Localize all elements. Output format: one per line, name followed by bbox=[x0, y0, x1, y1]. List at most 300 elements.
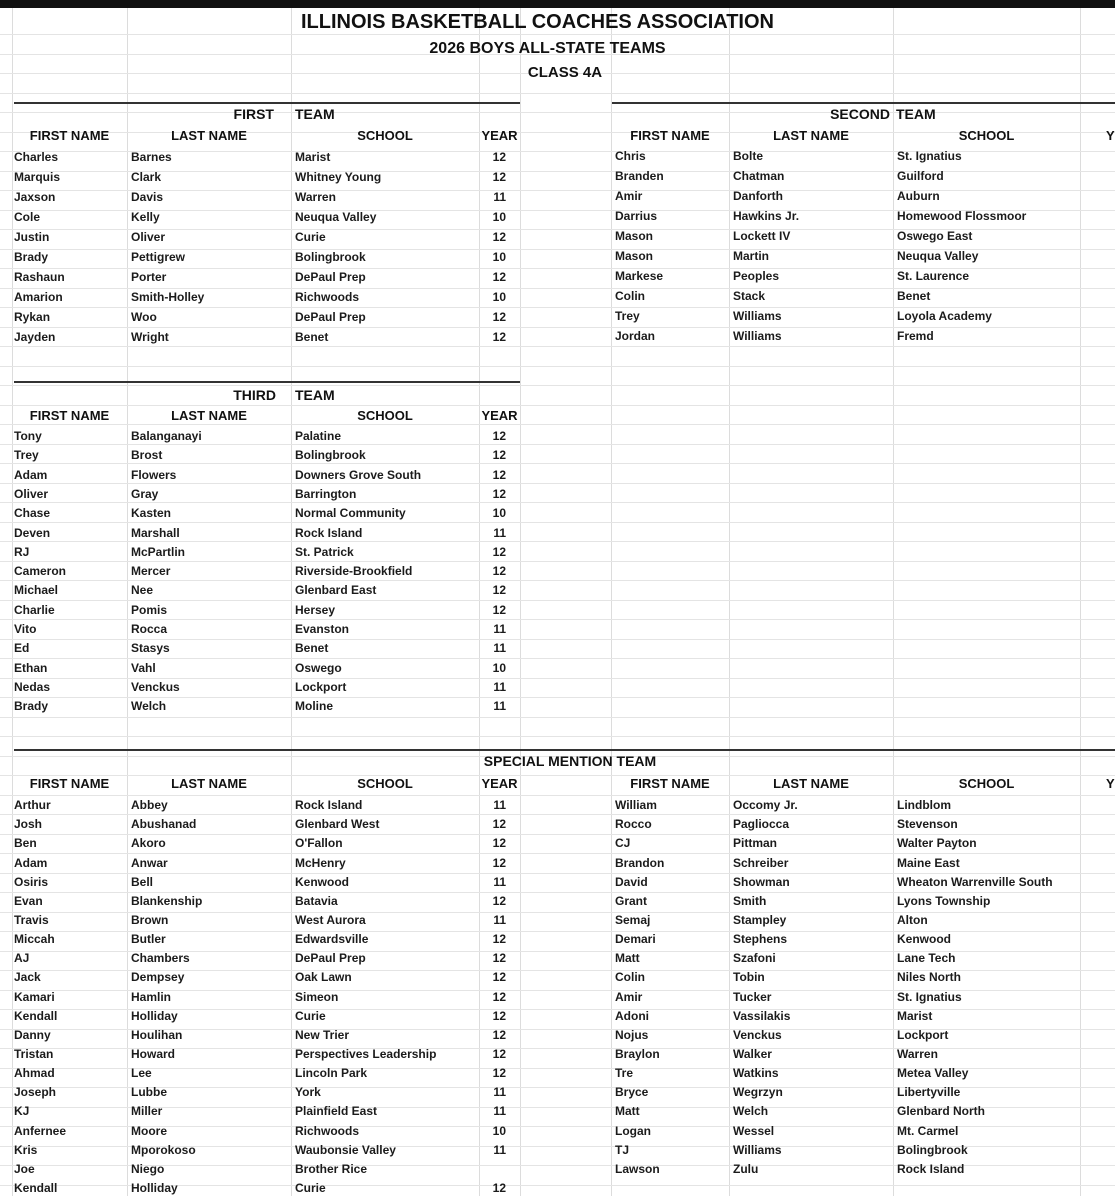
special-right-last-name: Wessel bbox=[733, 1123, 775, 1138]
special-right-school: Lane Tech bbox=[897, 951, 956, 966]
special-right-school: Lindblom bbox=[897, 798, 951, 812]
first-team-last-name: Barnes bbox=[131, 150, 172, 164]
second-team-header-school: SCHOOL bbox=[958, 128, 1015, 143]
special-left-school: Rock Island bbox=[295, 798, 363, 812]
first-team-school: Richwoods bbox=[295, 289, 360, 304]
third-team-school: Palatine bbox=[295, 429, 342, 443]
special-left-first-name: Anfernee bbox=[14, 1123, 67, 1138]
third-team-header-first: FIRST NAME bbox=[29, 408, 110, 423]
special-right-last-name: Showman bbox=[733, 874, 790, 889]
special-left-year: 12 bbox=[492, 893, 506, 908]
second-team-school: Benet bbox=[897, 288, 931, 303]
first-team-year: 12 bbox=[492, 169, 506, 184]
special-right-first-name: Nojus bbox=[615, 1027, 649, 1042]
section-rule bbox=[14, 749, 1115, 751]
second-team-last-name: Martin bbox=[733, 248, 769, 263]
special-left-year: 12 bbox=[492, 1008, 506, 1023]
special-left-last-name: Brown bbox=[131, 912, 169, 927]
first-team-school: Whitney Young bbox=[295, 169, 382, 184]
grid-row-line bbox=[0, 561, 1115, 562]
special-right-last-name: Zulu bbox=[733, 1161, 759, 1176]
first-team-first-name: Jaxson bbox=[14, 189, 56, 204]
third-team-last-name: Flowers bbox=[131, 467, 177, 482]
third-team-school: Riverside-Brookfield bbox=[295, 564, 413, 579]
special-left-year: 12 bbox=[492, 1047, 506, 1061]
special-right-first-name: TJ bbox=[615, 1142, 630, 1157]
third-team-year: 11 bbox=[493, 679, 506, 694]
special-right-first-name: Tre bbox=[615, 1066, 634, 1081]
third-team-school: Barrington bbox=[295, 486, 357, 501]
special-right-first-name: Logan bbox=[615, 1123, 651, 1138]
grid-row-line bbox=[0, 190, 1115, 191]
special-left-school: Curie bbox=[295, 1008, 326, 1023]
special-left-year: 11 bbox=[493, 874, 506, 889]
special-left-last-name: Abushanad bbox=[131, 817, 197, 832]
special-left-year: 11 bbox=[493, 798, 506, 812]
special-left-first-name: Travis bbox=[14, 912, 49, 927]
special-left-school: York bbox=[295, 1085, 321, 1100]
first-team-header-last: LAST NAME bbox=[171, 128, 247, 143]
first-team-school: Marist bbox=[295, 150, 331, 164]
special-left-year: 11 bbox=[493, 912, 506, 927]
first-team-first-name: Rashaun bbox=[14, 269, 65, 284]
special-right-last-name: Stephens bbox=[733, 932, 788, 946]
second-team-school: Oswego East bbox=[897, 228, 973, 243]
special-right-first-name: Amir bbox=[615, 989, 643, 1004]
special-right-last-name: Williams bbox=[733, 1142, 782, 1157]
grid-column-line bbox=[291, 8, 292, 1196]
third-team-last-name: Balanganayi bbox=[131, 429, 202, 443]
third-team-school: Normal Community bbox=[295, 506, 406, 521]
special-right-last-name: Welch bbox=[733, 1104, 769, 1119]
special-left-school: Lincoln Park bbox=[295, 1066, 368, 1081]
special-right-first-name: Adoni bbox=[615, 1008, 649, 1023]
third-team-first-name: Vito bbox=[14, 622, 37, 636]
second-team-header-year-partial: Y bbox=[1106, 128, 1115, 143]
third-team-last-name: Venckus bbox=[131, 679, 180, 694]
special-right-school: St. Ignatius bbox=[897, 989, 962, 1004]
special-left-school: Batavia bbox=[295, 893, 338, 908]
third-team-first-name: Nedas bbox=[14, 679, 51, 694]
second-team-school: St. Laurence bbox=[897, 268, 970, 283]
special-left-last-name: Anwar bbox=[131, 855, 168, 870]
special-right-last-name: Venckus bbox=[733, 1027, 782, 1042]
special-left-last-name: Howard bbox=[131, 1047, 176, 1061]
third-team-first-name: Tony bbox=[14, 429, 42, 443]
special-left-first-name: Josh bbox=[14, 817, 43, 832]
special-right-last-name: Tucker bbox=[733, 989, 772, 1004]
first-team-first-name: Cole bbox=[14, 209, 41, 224]
special-right-last-name: Schreiber bbox=[733, 855, 789, 870]
first-team-year: 10 bbox=[492, 209, 506, 224]
special-right-first-name: David bbox=[615, 874, 648, 889]
special-right-header-year-partial: Y bbox=[1106, 776, 1115, 791]
third-team-last-name: Pomis bbox=[131, 602, 168, 617]
third-team-last-name: Rocca bbox=[131, 622, 168, 636]
special-left-year: 11 bbox=[493, 1085, 506, 1100]
page-title: ILLINOIS BASKETBALL COACHES ASSOCIATION bbox=[301, 11, 774, 33]
special-left-first-name: Kendall bbox=[14, 1181, 58, 1195]
special-left-first-name: Adam bbox=[14, 855, 48, 870]
first-team-year: 12 bbox=[492, 269, 506, 284]
third-team-last-name: Welch bbox=[131, 699, 167, 714]
first-team-year: 11 bbox=[493, 189, 506, 204]
special-right-school: Maine East bbox=[897, 855, 960, 870]
third-team-year: 12 bbox=[492, 564, 506, 579]
special-left-first-name: Danny bbox=[14, 1027, 51, 1042]
first-team-year: 12 bbox=[492, 150, 506, 164]
special-left-school: West Aurora bbox=[295, 912, 366, 927]
first-team-school: DePaul Prep bbox=[295, 309, 366, 324]
first-team-year: 12 bbox=[492, 229, 506, 244]
special-left-first-name: Joe bbox=[14, 1161, 35, 1176]
first-team-year: 12 bbox=[492, 329, 506, 344]
second-team-header-last: LAST NAME bbox=[773, 128, 849, 143]
special-left-last-name: Akoro bbox=[131, 836, 166, 851]
first-team-school: Benet bbox=[295, 329, 329, 344]
first-team-school: DePaul Prep bbox=[295, 269, 366, 284]
grid-row-line bbox=[0, 34, 1115, 35]
third-team-last-name: Brost bbox=[131, 448, 163, 463]
special-left-first-name: Miccah bbox=[14, 932, 55, 946]
third-team-year: 12 bbox=[492, 544, 506, 559]
special-left-first-name: KJ bbox=[14, 1104, 30, 1119]
special-right-last-name: Smith bbox=[733, 893, 767, 908]
special-left-school: New Trier bbox=[295, 1027, 350, 1042]
special-right-first-name: Grant bbox=[615, 893, 648, 908]
special-left-first-name: Kris bbox=[14, 1142, 38, 1157]
third-team-first-name: RJ bbox=[14, 544, 30, 559]
special-left-last-name: Hamlin bbox=[131, 989, 172, 1004]
first-team-last-name: Smith-Holley bbox=[131, 289, 205, 304]
grid-row-line bbox=[0, 444, 1115, 445]
special-left-school: Edwardsville bbox=[295, 932, 369, 946]
third-team-school: St. Patrick bbox=[295, 544, 354, 559]
special-left-last-name: Lubbe bbox=[131, 1085, 167, 1100]
special-left-last-name: Niego bbox=[131, 1161, 165, 1176]
special-right-school: Alton bbox=[897, 912, 928, 927]
special-mention-label: SPECIAL MENTION TEAM bbox=[483, 753, 657, 769]
special-right-school: Bolingbrook bbox=[897, 1142, 968, 1157]
grid-row-line bbox=[0, 405, 1115, 406]
special-left-year: 12 bbox=[492, 855, 506, 870]
special-left-year: 12 bbox=[492, 989, 506, 1004]
second-team-last-name: Bolte bbox=[733, 149, 763, 163]
first-team-last-name: Clark bbox=[131, 169, 162, 184]
first-team-last-name: Kelly bbox=[131, 209, 160, 224]
special-left-first-name: Evan bbox=[14, 893, 43, 908]
third-team-year: 12 bbox=[492, 448, 506, 463]
special-left-school: Kenwood bbox=[295, 874, 349, 889]
third-team-first-name: Adam bbox=[14, 467, 48, 482]
special-left-first-name: Kendall bbox=[14, 1008, 58, 1023]
second-team-first-name: Mason bbox=[615, 248, 654, 263]
special-left-last-name: Bell bbox=[131, 874, 154, 889]
first-team-last-name: Woo bbox=[131, 309, 157, 324]
special-left-last-name: Houlihan bbox=[131, 1027, 183, 1042]
first-team-first-name: Rykan bbox=[14, 309, 51, 324]
special-right-header-first: FIRST NAME bbox=[630, 776, 710, 791]
special-left-school: Brother Rice bbox=[295, 1161, 368, 1176]
grid-column-line bbox=[729, 8, 730, 1196]
third-team-first-name: Ed bbox=[14, 641, 30, 656]
third-team-school: Hersey bbox=[295, 602, 336, 617]
special-left-header-last: LAST NAME bbox=[171, 776, 247, 791]
first-team-last-name: Wright bbox=[131, 329, 169, 344]
grid-row-line bbox=[0, 717, 1115, 718]
page-subtitle: 2026 BOYS ALL-STATE TEAMS bbox=[429, 40, 666, 57]
second-team-last-name: Danforth bbox=[733, 188, 783, 203]
third-team-year: 11 bbox=[493, 525, 506, 540]
first-team-first-name: Charles bbox=[14, 150, 59, 164]
special-left-first-name: AJ bbox=[14, 951, 30, 966]
special-left-last-name: Lee bbox=[131, 1066, 152, 1081]
special-left-last-name: Holliday bbox=[131, 1008, 178, 1023]
grid-row-line bbox=[0, 600, 1115, 601]
second-team-first-name: Trey bbox=[615, 308, 640, 323]
second-team-first-name: Mason bbox=[615, 228, 654, 243]
third-team-school: Evanston bbox=[295, 622, 350, 636]
section-rule bbox=[612, 102, 1115, 104]
special-left-year: 11 bbox=[493, 1142, 506, 1157]
third-team-last-name: Marshall bbox=[131, 525, 180, 540]
special-right-header-last: LAST NAME bbox=[773, 776, 849, 791]
special-left-last-name: Blankenship bbox=[131, 893, 203, 908]
special-left-school: Plainfield East bbox=[295, 1104, 378, 1119]
second-team-last-name: Peoples bbox=[733, 268, 780, 283]
special-right-first-name: Demari bbox=[615, 932, 656, 946]
third-team-first-name: Deven bbox=[14, 525, 51, 540]
section-rule bbox=[14, 102, 520, 104]
second-team-school: Homewood Flossmoor bbox=[897, 208, 1027, 223]
special-left-year: 12 bbox=[492, 817, 506, 832]
special-left-school: O'Fallon bbox=[295, 836, 343, 851]
special-right-school: Mt. Carmel bbox=[897, 1123, 959, 1138]
special-left-last-name: Dempsey bbox=[131, 970, 185, 985]
third-team-first-name: Oliver bbox=[14, 486, 49, 501]
special-left-first-name: Arthur bbox=[14, 798, 51, 812]
third-team-last-name: Kasten bbox=[131, 506, 172, 521]
second-team-first-name: Chris bbox=[615, 149, 646, 163]
third-team-first-name: Chase bbox=[14, 506, 51, 521]
second-team-school: Fremd bbox=[897, 328, 934, 343]
special-left-last-name: Chambers bbox=[131, 951, 190, 966]
grid-column-line bbox=[611, 8, 612, 1196]
special-left-school: Waubonsie Valley bbox=[295, 1142, 396, 1157]
grid-column-line bbox=[520, 8, 521, 1196]
special-left-first-name: Ahmad bbox=[14, 1066, 55, 1081]
third-team-school: Lockport bbox=[295, 679, 347, 694]
second-team-last-name: Chatman bbox=[733, 168, 785, 183]
first-team-year: 12 bbox=[492, 309, 506, 324]
special-left-year: 12 bbox=[492, 951, 506, 966]
grid-row-line bbox=[0, 639, 1115, 640]
third-team-year: 12 bbox=[492, 467, 506, 482]
third-team-first-name: Trey bbox=[14, 448, 39, 463]
special-right-last-name: Stampley bbox=[733, 912, 787, 927]
grid-column-line bbox=[893, 8, 894, 1196]
third-team-last-name: McPartlin bbox=[131, 544, 186, 559]
section-rule bbox=[14, 381, 520, 383]
special-left-year: 12 bbox=[492, 1027, 506, 1042]
special-right-header-school: SCHOOL bbox=[958, 776, 1015, 791]
third-team-last-name: Vahl bbox=[131, 660, 156, 675]
special-right-first-name: Matt bbox=[615, 1104, 640, 1119]
special-left-first-name: Jack bbox=[14, 970, 41, 985]
special-right-last-name: Occomy Jr. bbox=[733, 798, 798, 812]
grid-row-line bbox=[0, 775, 1115, 776]
special-right-last-name: Watkins bbox=[733, 1066, 779, 1081]
grid-row-line bbox=[0, 736, 1115, 737]
class-label: CLASS 4A bbox=[527, 64, 603, 81]
second-team-first-name: Branden bbox=[615, 168, 664, 183]
special-right-school: Marist bbox=[897, 1008, 933, 1023]
special-right-first-name: William bbox=[615, 798, 657, 812]
third-team-school: Benet bbox=[295, 641, 329, 656]
special-right-first-name: Bryce bbox=[615, 1085, 649, 1100]
first-team-header-first: FIRST NAME bbox=[29, 128, 110, 143]
third-team-label-team: TEAM bbox=[295, 387, 335, 403]
special-left-year: 12 bbox=[492, 836, 506, 851]
special-left-first-name: Ben bbox=[14, 836, 37, 851]
third-team-school: Glenbard East bbox=[295, 583, 377, 598]
special-right-first-name: Braylon bbox=[615, 1047, 660, 1061]
second-team-last-name: Stack bbox=[733, 288, 766, 303]
third-team-year: 10 bbox=[492, 660, 506, 675]
third-team-label: THIRD bbox=[233, 387, 276, 403]
grid-row-line bbox=[0, 483, 1115, 484]
first-team-last-name: Davis bbox=[131, 189, 164, 204]
grid-row-line bbox=[0, 424, 1115, 425]
grid-row-line bbox=[0, 327, 1115, 328]
first-team-year: 10 bbox=[492, 249, 506, 264]
first-team-first-name: Justin bbox=[14, 229, 50, 244]
second-team-last-name: Williams bbox=[733, 308, 782, 323]
second-team-label: SECOND bbox=[830, 106, 890, 122]
special-left-school: Richwoods bbox=[295, 1123, 360, 1138]
second-team-school: St. Ignatius bbox=[897, 149, 962, 163]
special-left-last-name: Moore bbox=[131, 1123, 167, 1138]
third-team-last-name: Mercer bbox=[131, 564, 171, 579]
third-team-year: 10 bbox=[492, 506, 506, 521]
first-team-year: 10 bbox=[492, 289, 506, 304]
third-team-school: Rock Island bbox=[295, 525, 363, 540]
special-right-first-name: Rocco bbox=[615, 817, 652, 832]
special-left-header-year: YEAR bbox=[481, 776, 518, 791]
special-right-last-name: Tobin bbox=[733, 970, 765, 985]
special-right-school: Rock Island bbox=[897, 1161, 965, 1176]
third-team-school: Downers Grove South bbox=[295, 467, 422, 482]
special-right-last-name: Pittman bbox=[733, 836, 778, 851]
special-right-school: Lyons Township bbox=[897, 893, 991, 908]
special-right-school: Glenbard North bbox=[897, 1104, 986, 1119]
special-right-school: Libertyville bbox=[897, 1085, 961, 1100]
third-team-year: 12 bbox=[492, 583, 506, 598]
grid-row-line bbox=[0, 834, 1115, 835]
third-team-header-school: SCHOOL bbox=[357, 408, 413, 423]
second-team-last-name: Lockett IV bbox=[733, 228, 791, 243]
special-left-last-name: Mporokoso bbox=[131, 1142, 196, 1157]
grid-row-line bbox=[0, 697, 1115, 698]
second-team-first-name: Markese bbox=[615, 268, 664, 283]
third-team-year: 11 bbox=[493, 641, 506, 656]
special-left-last-name: Holliday bbox=[131, 1181, 178, 1195]
grid-column-line bbox=[1080, 8, 1081, 1196]
third-team-first-name: Charlie bbox=[14, 602, 55, 617]
special-left-school: Perspectives Leadership bbox=[295, 1047, 437, 1061]
first-team-first-name: Jayden bbox=[14, 329, 56, 344]
third-team-last-name: Nee bbox=[131, 583, 154, 598]
first-team-label: FIRST bbox=[233, 106, 274, 122]
special-left-last-name: Miller bbox=[131, 1104, 163, 1119]
special-left-first-name: Osiris bbox=[14, 874, 49, 889]
special-left-year: 12 bbox=[492, 1181, 506, 1195]
special-right-first-name: CJ bbox=[615, 836, 631, 851]
second-team-label-team: TEAM bbox=[896, 106, 936, 122]
grid-row-line bbox=[0, 171, 1115, 172]
grid-row-line bbox=[0, 463, 1115, 464]
special-left-school: McHenry bbox=[295, 855, 346, 870]
special-right-last-name: Szafoni bbox=[733, 951, 776, 966]
special-left-school: Simeon bbox=[295, 989, 339, 1004]
grid-row-line bbox=[0, 385, 1115, 386]
third-team-year: 11 bbox=[493, 622, 506, 636]
first-team-label-team: TEAM bbox=[295, 106, 335, 122]
special-right-school: Warren bbox=[897, 1047, 938, 1061]
special-left-year: 10 bbox=[492, 1123, 506, 1138]
special-right-last-name: Wegrzyn bbox=[733, 1085, 783, 1100]
first-team-header-school: SCHOOL bbox=[357, 128, 413, 143]
first-team-last-name: Porter bbox=[131, 269, 167, 284]
third-team-school: Oswego bbox=[295, 660, 342, 675]
grid-row-line bbox=[0, 814, 1115, 815]
special-left-year: 11 bbox=[493, 1104, 506, 1119]
grid-row-line bbox=[0, 541, 1115, 542]
special-right-school: Wheaton Warrenville South bbox=[897, 874, 1053, 889]
first-team-school: Bolingbrook bbox=[295, 249, 366, 264]
third-team-year: 12 bbox=[492, 429, 506, 443]
third-team-school: Moline bbox=[295, 699, 333, 714]
special-left-first-name: Joseph bbox=[14, 1085, 57, 1100]
third-team-last-name: Stasys bbox=[131, 641, 170, 656]
third-team-first-name: Michael bbox=[14, 583, 59, 598]
third-team-last-name: Gray bbox=[131, 486, 159, 501]
third-team-school: Bolingbrook bbox=[295, 448, 366, 463]
grid-row-line bbox=[0, 502, 1115, 503]
special-left-header-school: SCHOOL bbox=[357, 776, 413, 791]
second-team-school: Neuqua Valley bbox=[897, 248, 979, 263]
second-team-school: Guilford bbox=[897, 168, 944, 183]
first-team-last-name: Pettigrew bbox=[131, 249, 186, 264]
third-team-first-name: Ethan bbox=[14, 660, 48, 675]
first-team-first-name: Amarion bbox=[14, 289, 63, 304]
first-team-school: Curie bbox=[295, 229, 326, 244]
second-team-last-name: Williams bbox=[733, 328, 782, 343]
special-left-last-name: Abbey bbox=[131, 798, 168, 812]
special-left-year: 12 bbox=[492, 970, 506, 985]
special-left-year: 12 bbox=[492, 932, 506, 946]
first-team-school: Neuqua Valley bbox=[295, 209, 377, 224]
grid-row-line bbox=[0, 658, 1115, 659]
special-right-last-name: Pagliocca bbox=[733, 817, 790, 832]
special-left-school: Glenbard West bbox=[295, 817, 380, 832]
special-right-school: Niles North bbox=[897, 970, 962, 985]
second-team-first-name: Colin bbox=[615, 288, 645, 303]
first-team-first-name: Marquis bbox=[14, 169, 61, 184]
grid-column-line bbox=[127, 8, 128, 1196]
third-team-year: 12 bbox=[492, 486, 506, 501]
grid-row-line bbox=[0, 619, 1115, 620]
